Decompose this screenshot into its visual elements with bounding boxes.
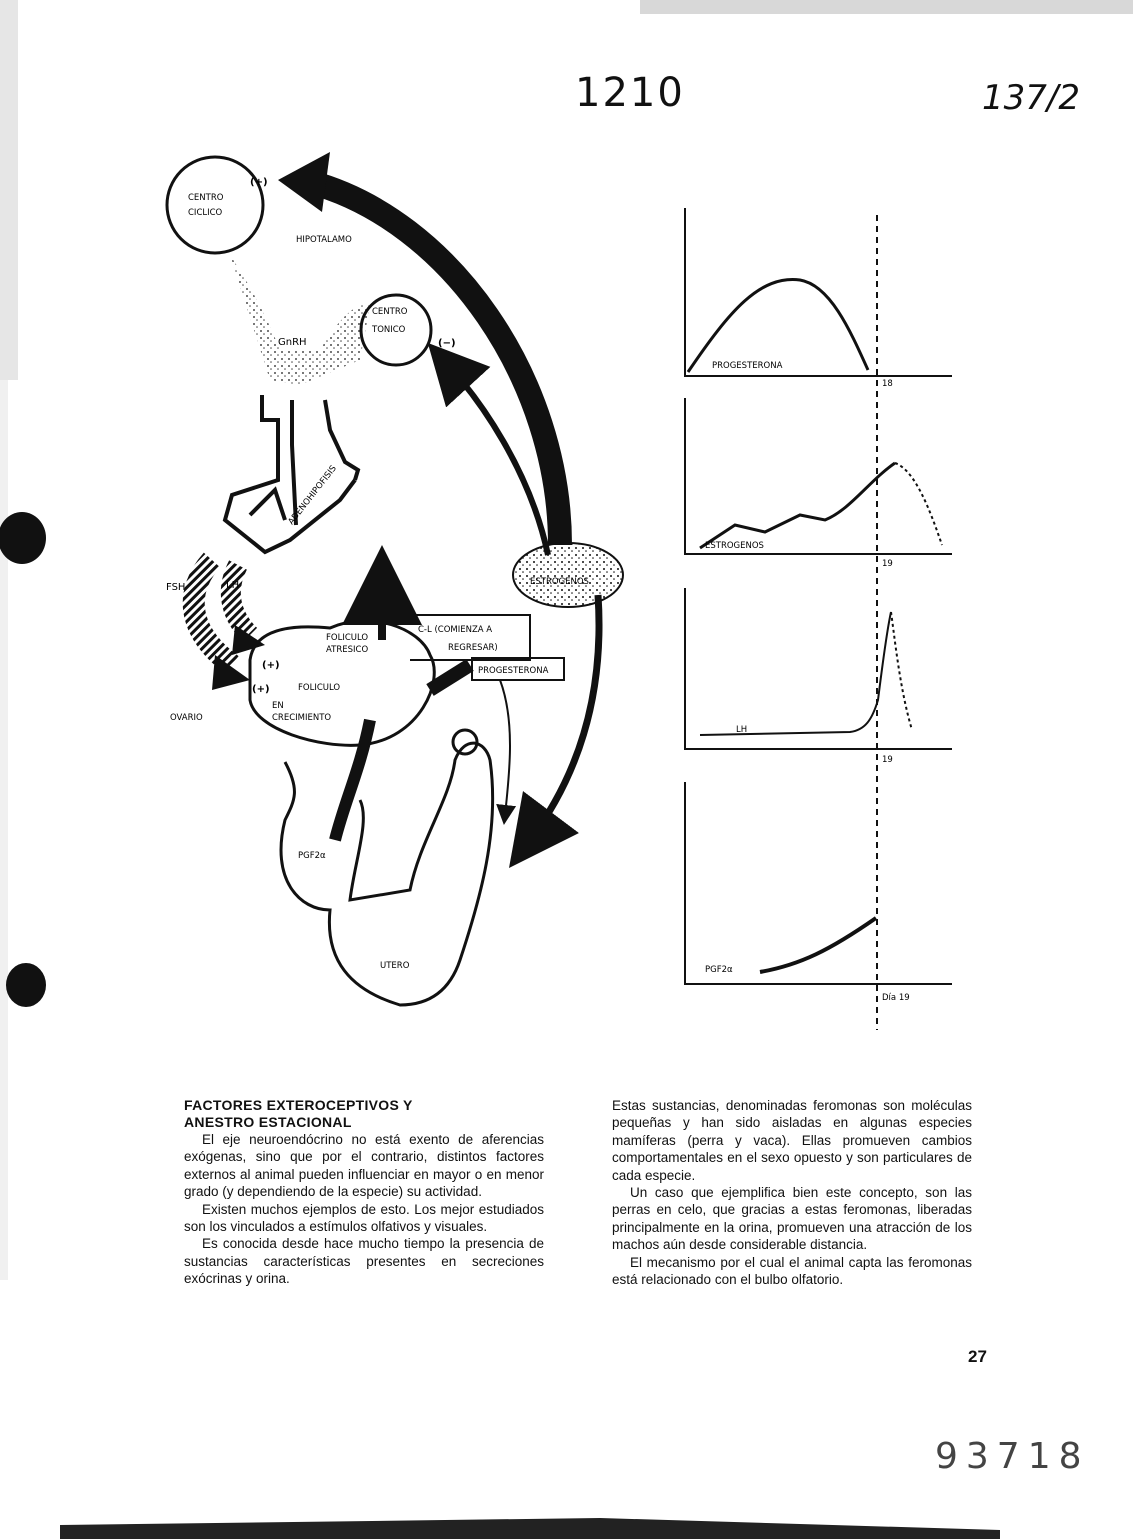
progesterone-arrow	[430, 665, 470, 690]
paragraph: El eje neuroendócrino no está exento de aferencias exógenas, sino que por el contrario, distintos factores externos al animal pueden influenciar en mayor o en menor grado (y dependiendo de la especie) su actividad.	[184, 1132, 544, 1200]
estrogen-feedback-arrowhead	[278, 152, 330, 212]
graph-label-pgf: PGF2α	[705, 965, 733, 975]
foliculo-atresico-1: FOLICULO	[326, 633, 369, 643]
adenohipofisis-label: ADENOHIPOFISIS	[286, 463, 339, 527]
article-heading-line-1: FACTORES EXTEROCEPTIVOS Y	[184, 1097, 413, 1113]
plus-sign-top: (+)	[250, 177, 268, 188]
bottom-edge-scan-mark	[60, 1518, 1000, 1539]
paragraph: Un caso que ejemplifica bien este concepto, son las perras en celo, que gracias a estas feromonas, liberadas principalmente en la orina, promueven una atracción de los machos aún desde considerable distancia.	[612, 1185, 972, 1253]
hormone-graph-progesterona	[685, 208, 952, 389]
article-column-right	[612, 1097, 972, 1288]
progesterona-box	[472, 658, 564, 680]
progesterone-to-uterus-line	[500, 680, 510, 815]
centro-tonico-label-1: CENTRO	[372, 307, 408, 317]
foliculo-crecimiento-2: EN	[272, 701, 284, 711]
cl-label-1: C-L (COMIENZA A	[418, 625, 493, 635]
pgf-label: PGF2α	[298, 851, 326, 861]
hormone-graph-lh	[685, 588, 952, 765]
graph-day-estrogenos: 19	[882, 559, 893, 569]
centro-tonico	[361, 295, 431, 365]
utero-label: UTERO	[380, 961, 410, 971]
plus-sign-ovary-b: (+)	[252, 684, 270, 695]
handwritten-page-reference: 137/2	[982, 78, 1080, 118]
paragraph: Existen muchos ejemplos de esto. Los mejor estudiados son los vinculados a estímulos olfativos y visuales.	[184, 1201, 544, 1235]
stamped-document-number: 93718	[935, 1436, 1090, 1477]
estrogenos-blob	[513, 543, 623, 607]
paragraph: Es conocida desde hace mucho tiempo la presencia de sustancias características presentes en secreciones exócrinas y orina.	[184, 1236, 544, 1287]
gnrh-dotted-release	[230, 255, 370, 385]
cl-label-2: REGRESAR)	[448, 643, 498, 653]
centro-ciclico	[167, 157, 263, 253]
article-heading-line-2: ANESTRO ESTACIONAL	[184, 1114, 352, 1130]
estrogen-to-uterus-arrow	[530, 595, 599, 840]
foliculo-crecimiento-3: CRECIMIENTO	[272, 713, 332, 723]
paragraph: Estas sustancias, denominadas feromonas son moléculas pequeñas y han sido aisladas en algunas especies mamíferas (perra y vaca). Ellas promueven cambios comportamentales en el sexo opuesto y son particulares de cada especie.	[612, 1098, 972, 1183]
foliculo-crecimiento-1: FOLICULO	[298, 683, 341, 693]
hormone-graph-estrogenos	[685, 398, 952, 569]
pgf-arrow	[335, 720, 370, 840]
graph-day-progesterona: 18	[882, 379, 893, 389]
ovario	[250, 585, 470, 745]
handwritten-reference-number: 1210	[575, 70, 685, 116]
centro-tonico-label-2: TONICO	[372, 325, 406, 335]
centro-ciclico-label-1: CENTRO	[188, 193, 224, 203]
graph-label-estrogenos: ESTROGENOS	[705, 541, 764, 551]
progesterona-label: PROGESTERONA	[478, 666, 549, 676]
graph-label-lh: LH	[736, 725, 748, 735]
fsh-label: FSH	[166, 582, 186, 593]
centro-ciclico-label-2: CICLICO	[188, 208, 223, 218]
ovario-label: OVARIO	[170, 713, 203, 723]
plus-sign-ovary-a: (+)	[262, 660, 280, 671]
estrogenos-label: ESTROGENOS	[530, 577, 589, 587]
graph-day-lh: 19	[882, 755, 893, 765]
page-number: 27	[968, 1347, 987, 1366]
paragraph: El mecanismo por el cual el animal capta las feromonas está relacionado con el bulbo olfatorio.	[612, 1254, 972, 1288]
hipotalamo-label: HIPOTALAMO	[296, 235, 352, 245]
article-column-left	[184, 1097, 544, 1288]
hipofisis	[225, 395, 358, 552]
minus-sign: (−)	[438, 338, 456, 349]
graph-label-progesterona: PROGESTERONA	[712, 361, 783, 371]
foliculo-atresico-2: ATRESICO	[326, 645, 369, 655]
lh-arrow	[231, 565, 250, 635]
graph-day-pgf: Día 19	[882, 993, 910, 1003]
hormone-graph-pgf	[685, 782, 952, 1003]
gnrh-label: GnRH	[278, 337, 307, 348]
lh-label: LH	[226, 580, 240, 591]
